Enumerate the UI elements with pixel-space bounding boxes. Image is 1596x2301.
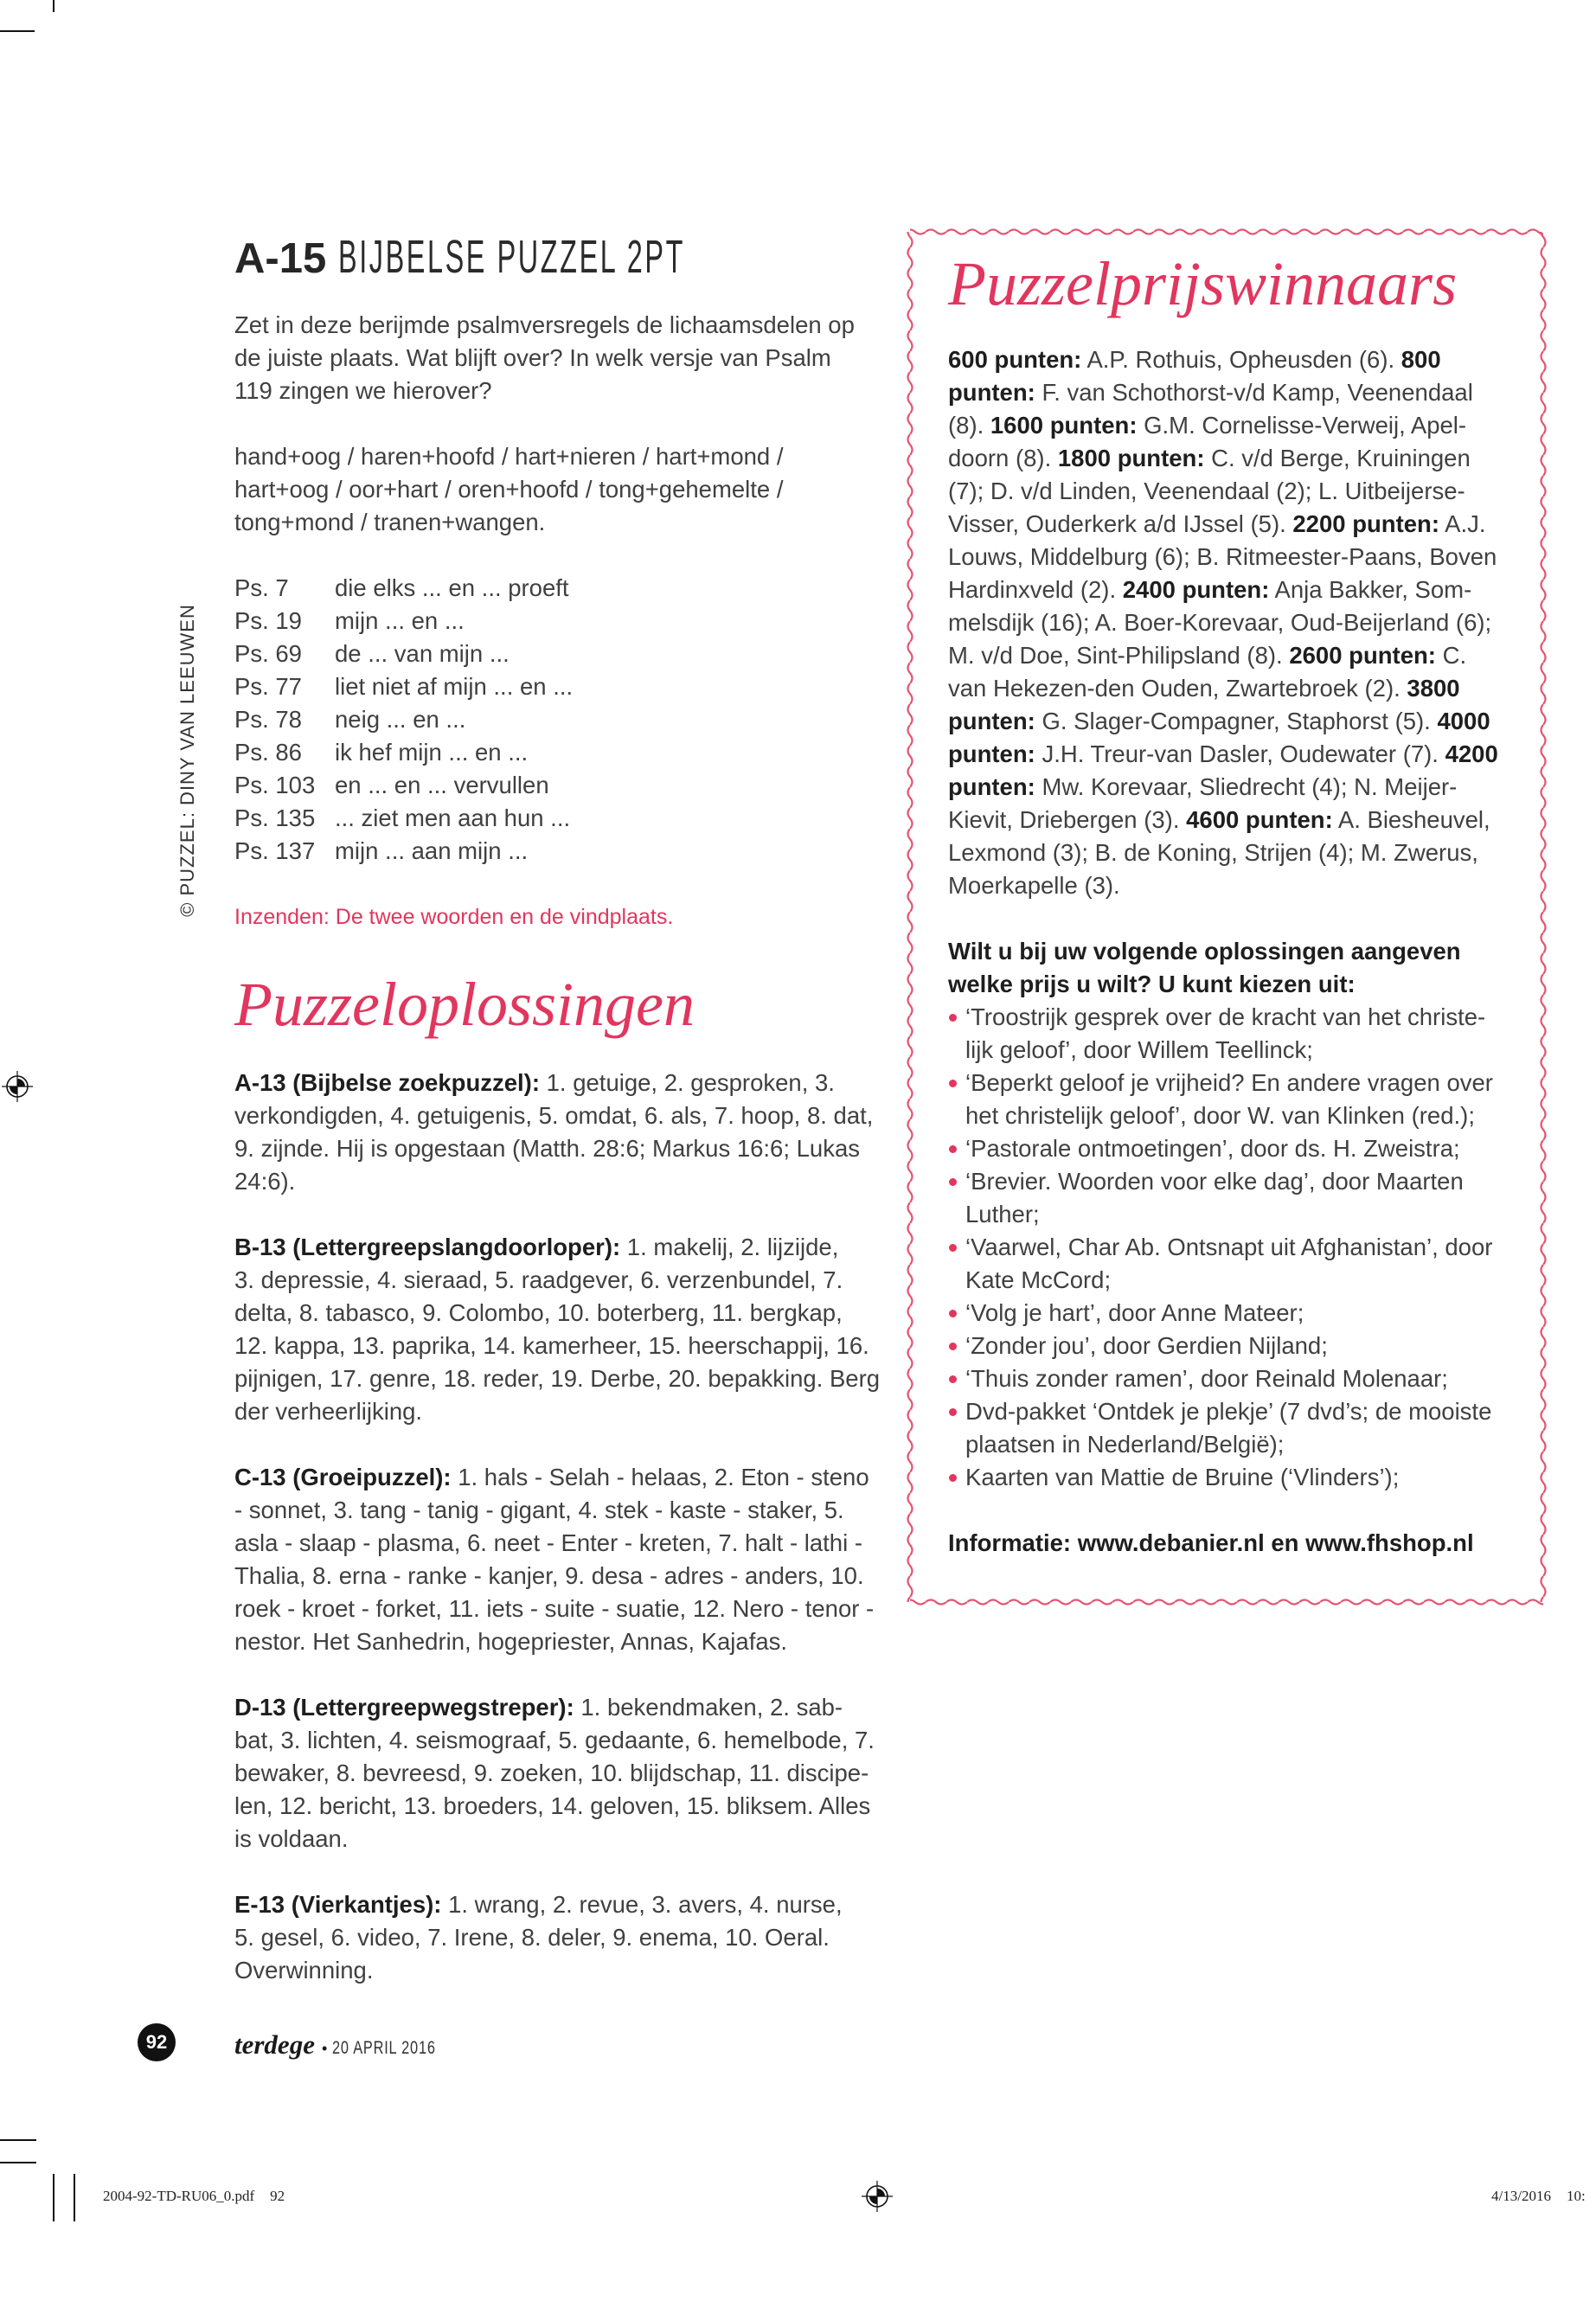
footer-separator: • — [321, 2040, 328, 2057]
psalm-verse-fragment: mijn ... en ... — [335, 607, 465, 634]
print-slug-file — [103, 2186, 285, 2207]
solution-line — [234, 1691, 892, 1724]
bold-segment: 2600 punten: — [1289, 642, 1436, 669]
psalm-verse-fragment: die elks ... en ... proeft — [335, 574, 569, 601]
psalm-row — [234, 638, 573, 670]
solution-line — [234, 1954, 892, 1987]
word-pairs-line: hart+oog / oor+hart / oren+hoofd / tong+gehemelte / — [234, 476, 784, 503]
solution-line — [234, 1724, 892, 1757]
slug-filename: 2004-92-TD-RU06_0.pdf — [103, 2188, 255, 2204]
crop-mark — [0, 2139, 36, 2141]
text-segment: Hardinxveld (2). — [948, 576, 1123, 603]
psalm-row — [234, 670, 573, 703]
bold-segment: punten: — [948, 708, 1035, 734]
prize-line — [965, 1231, 1528, 1264]
submit-instruction: Inzenden: De twee woorden en de vindplaats. — [234, 905, 674, 929]
text-segment: (7); D. v/d Linden, Veenendaal (2); L. Uitbeijerse- — [948, 478, 1465, 504]
psalm-row — [234, 835, 573, 868]
bold-segment: D-13 (Lettergreepwegstreper): — [234, 1694, 574, 1721]
prize-option — [948, 1231, 1528, 1297]
prize-option — [948, 1330, 1528, 1362]
text-segment: lijk geloof’, door Willem Teellinck; — [965, 1036, 1313, 1063]
solution-line — [234, 1297, 892, 1330]
psalm-verse-fragment: ... ziet men aan hun ... — [335, 804, 571, 831]
winners-line — [948, 508, 1528, 541]
psalm-verse-fragment: mijn ... aan mijn ... — [335, 837, 529, 864]
bold-segment: 3800 — [1407, 675, 1460, 702]
prize-line — [965, 1330, 1528, 1362]
text-segment: verkondigden, 4. getuigenis, 5. omdat, 6. als, 7. hoop, 8. dat, — [234, 1102, 874, 1129]
text-segment: 3. depressie, 4. sieraad, 5. raadgever, 6. verzenbundel, 7. — [234, 1266, 843, 1293]
solution-line — [234, 1330, 892, 1362]
solution-line — [234, 1757, 892, 1790]
text-segment: A.J. — [1439, 510, 1486, 537]
winners-content — [948, 343, 1528, 1560]
solution-line — [234, 1132, 892, 1165]
solution-paragraph — [234, 1067, 892, 1198]
psalm-reference: Ps. 103 — [234, 772, 316, 798]
text-segment: nestor. Het Sanhedrin, hogepriester, Annas, Kajafas. — [234, 1628, 788, 1655]
text-segment: bat, 3. lichten, 4. seismograaf, 5. gedaante, 6. hemelbode, 7. — [234, 1727, 875, 1753]
bold-segment: 600 punten: — [948, 346, 1082, 373]
bold-segment: 1800 punten: — [1057, 445, 1205, 471]
prize-line — [965, 1395, 1528, 1428]
solution-line — [234, 1461, 892, 1494]
prize-option — [948, 1362, 1528, 1395]
bold-segment: 800 — [1401, 346, 1441, 373]
text-segment: ‘Beperkt geloof je vrijheid? En andere vragen over — [965, 1069, 1493, 1096]
text-segment: ‘Thuis zonder ramen’, door Reinald Molenaar; — [965, 1365, 1448, 1392]
prize-line — [965, 1001, 1528, 1034]
prize-line — [965, 1362, 1528, 1395]
bullet-icon — [949, 1375, 957, 1383]
text-segment: ‘Zonder jou’, door Gerdien Nijland; — [965, 1332, 1328, 1359]
psalm-reference: Ps. 7 — [234, 574, 289, 601]
solution-line — [234, 1790, 892, 1823]
text-segment: der verheerlijking. — [234, 1398, 423, 1425]
puzzle-intro — [234, 309, 855, 407]
text-segment: is voldaan. — [234, 1825, 349, 1852]
footer-masthead — [234, 2026, 465, 2064]
winners-line — [948, 738, 1528, 771]
text-segment: F. van Schothorst-v/d Kamp, Veenendaal — [1035, 379, 1473, 406]
bullet-icon — [949, 1145, 957, 1153]
prize-line — [965, 1132, 1528, 1165]
solution-line — [234, 1395, 892, 1428]
psalm-row — [234, 605, 573, 638]
text-segment: len, 12. bericht, 13. broeders, 14. geloven, 15. bliksem. Alles — [234, 1792, 871, 1819]
bold-segment: punten: — [948, 379, 1035, 406]
word-pairs-line: tong+mond / tranen+wangen. — [234, 509, 546, 535]
text-segment: 1. getuige, 2. gesproken, 3. — [540, 1069, 835, 1096]
prize-line — [965, 1099, 1528, 1132]
winners-line — [948, 672, 1528, 705]
winners-line — [948, 541, 1528, 574]
psalm-verse-fragment: liet niet af mijn ... en ... — [335, 673, 574, 700]
text-segment: 24:6). — [234, 1168, 296, 1195]
psalm-reference: Ps. 86 — [234, 739, 302, 766]
text-segment: ‘Volg je hart’, door Anne Mateer; — [965, 1299, 1304, 1326]
prize-option — [948, 1001, 1528, 1067]
winners-line — [948, 475, 1528, 508]
psalm-row — [234, 572, 573, 605]
registration-mark-icon — [0, 1069, 35, 1104]
winners-line — [948, 639, 1528, 672]
text-segment: bewaker, 8. bevreesd, 9. zoeken, 10. blijdschap, 11. discipe- — [234, 1759, 869, 1786]
prize-list — [948, 1001, 1528, 1494]
text-segment: A. Biesheuvel, — [1332, 806, 1490, 833]
solution-line — [234, 1921, 892, 1954]
text-segment: 9. zijnde. Hij is opgestaan (Matth. 28:6; Markus 16:6; Lukas — [234, 1135, 861, 1162]
text-segment: G.M. Cornelisse-Verweij, Apel- — [1137, 412, 1467, 439]
winners-line — [948, 771, 1528, 804]
crop-mark — [0, 30, 35, 32]
text-segment: 5. gesel, 6. video, 7. Irene, 8. deler, 9. enema, 10. Oeral. — [234, 1924, 830, 1951]
crop-mark — [53, 2174, 54, 2221]
psalm-reference: Ps. 137 — [234, 837, 316, 864]
prize-option — [948, 1461, 1528, 1494]
text-segment: C. v/d Berge, Kruiningen — [1204, 445, 1471, 471]
text-segment: Anja Bakker, Som- — [1269, 576, 1472, 603]
solution-line — [234, 1560, 892, 1593]
puzzle-name: BIJBELSE PUZZEL 2PT — [338, 231, 686, 283]
psalm-reference: Ps. 135 — [234, 804, 316, 831]
winners-line — [948, 409, 1528, 442]
solution-line — [234, 1067, 892, 1099]
solution-paragraph — [234, 1691, 892, 1856]
psalm-verse-fragment: neig ... en ... — [335, 706, 466, 733]
prize-line — [965, 1165, 1528, 1198]
bullet-icon — [949, 1474, 957, 1482]
winners-line — [948, 343, 1528, 376]
text-segment: Overwinning. — [234, 1957, 374, 1984]
solution-line — [234, 1888, 892, 1921]
prize-line — [965, 1264, 1528, 1297]
question-line — [948, 968, 1528, 1001]
magazine-logo: terdege — [234, 2029, 315, 2060]
bold-segment: B-13 (Lettergreepslangdoorloper): — [234, 1234, 621, 1260]
bold-segment: 1600 punten: — [990, 412, 1138, 439]
bullet-icon — [949, 1244, 957, 1252]
text-segment: 12. kappa, 13. paprika, 14. kamerheer, 15. heerschappij, 16. — [234, 1332, 869, 1359]
info-line: Informatie: www.debanier.nl en www.fhshop.nl — [948, 1529, 1474, 1556]
crop-mark — [0, 2162, 36, 2163]
text-segment: Thalia, 8. erna - ranke - kanjer, 9. desa - adres - anders, 10. — [234, 1562, 864, 1589]
solutions-heading: Puzzeloplossingen — [234, 970, 695, 1039]
slug-time: 10: — [1566, 2188, 1586, 2204]
text-segment: Louws, Middelburg (6); B. Ritmeester-Paans, Boven — [948, 543, 1497, 570]
bullet-icon — [949, 1343, 957, 1350]
text-segment: asla - slaap - plasma, 6. neet - Enter - kreten, 7. halt - lathi - — [234, 1529, 863, 1556]
intro-line: de juiste plaats. Wat blijft over? In welk versje van Psalm — [234, 344, 831, 371]
psalm-reference: Ps. 19 — [234, 607, 302, 634]
bold-segment: 2200 punten: — [1292, 510, 1440, 537]
text-segment: Luther; — [965, 1201, 1040, 1227]
winners-line — [948, 442, 1528, 475]
text-segment: Moerkapelle (3). — [948, 872, 1120, 899]
solution-line — [234, 1264, 892, 1297]
bold-segment: C-13 (Groeipuzzel): — [234, 1464, 452, 1490]
bold-segment: 4200 — [1445, 740, 1498, 767]
registration-mark-icon — [860, 2179, 894, 2214]
crop-mark — [74, 2174, 75, 2221]
text-segment: - sonnet, 3. tang - tanig - gigant, 4. stek - kaste - staker, 5. — [234, 1497, 844, 1523]
winners-line — [948, 574, 1528, 606]
text-segment: ‘Vaarwel, Char Ab. Ontsnapt uit Afghanistan’, door — [965, 1234, 1493, 1260]
psalm-row — [234, 736, 573, 769]
winners-line — [948, 869, 1528, 902]
text-segment: ‘Troostrijk gesprek over de kracht van het christe- — [965, 1003, 1486, 1030]
solution-line — [234, 1527, 892, 1560]
text-segment: Dvd-pakket ‘Ontdek je plekje’ (7 dvd’s; de mooiste — [965, 1398, 1492, 1425]
intro-line: Zet in deze berijmde psalmversregels de lichaamsdelen op — [234, 311, 855, 338]
text-segment: Kate McCord; — [965, 1266, 1112, 1293]
winners-line — [948, 376, 1528, 409]
bold-segment: punten: — [948, 773, 1035, 800]
winners-line — [948, 705, 1528, 738]
winners-line — [948, 804, 1528, 836]
slug-date: 4/13/2016 — [1491, 2188, 1551, 2204]
text-segment: delta, 8. tabasco, 9. Colombo, 10. boterberg, 11. bergkap, — [234, 1299, 843, 1326]
psalm-row — [234, 802, 573, 835]
prize-line — [965, 1034, 1528, 1067]
bold-segment: 4000 — [1437, 708, 1490, 734]
bold-segment: punten: — [948, 740, 1035, 767]
text-segment: A.P. Rothuis, Opheusden (6). — [1081, 346, 1401, 373]
issue-date: 20 APRIL 2016 — [332, 2038, 437, 2058]
bold-segment: E-13 (Vierkantjes): — [234, 1891, 442, 1918]
solution-line — [234, 1823, 892, 1856]
psalm-verse-fragment: en ... en ... vervullen — [335, 772, 549, 798]
winners-line — [948, 836, 1528, 869]
text-segment: ‘Brevier. Woorden voor elke dag’, door Maarten — [965, 1168, 1464, 1195]
text-segment: roek - kroet - forket, 11. iets - suite - suatie, 12. Nero - tenor - — [234, 1595, 875, 1622]
prize-option — [948, 1297, 1528, 1330]
text-segment: plaatsen in Nederland/België); — [965, 1431, 1285, 1458]
solution-line — [234, 1593, 892, 1625]
text-segment: het christelijk geloof’, door W. van Klinken (red.); — [965, 1102, 1475, 1129]
solution-line — [234, 1362, 892, 1395]
bullet-icon — [949, 1080, 957, 1087]
solution-line — [234, 1231, 892, 1264]
winners-heading: Puzzelprijswinnaars — [948, 249, 1458, 318]
prize-option — [948, 1067, 1528, 1132]
text-segment: Kaarten van Mattie de Bruine (‘Vlinders’); — [965, 1464, 1400, 1490]
prize-question — [948, 935, 1528, 1001]
prize-line — [965, 1297, 1528, 1330]
solution-line — [234, 1494, 892, 1527]
text-segment: doorn (8). — [948, 445, 1058, 471]
prize-line — [965, 1428, 1528, 1461]
prize-line — [965, 1067, 1528, 1099]
text-segment: 1. wrang, 2. revue, 3. avers, 4. nurse, — [441, 1891, 843, 1918]
puzzle-title — [234, 231, 917, 283]
text-segment: Lexmond (3); B. de Koning, Strijen (4); M. Zwerus, — [948, 839, 1478, 866]
winners-line — [948, 606, 1528, 639]
psalm-verse-fragment: ik hef mijn ... en ... — [335, 739, 529, 766]
prize-line — [965, 1461, 1528, 1494]
word-pairs-line: hand+oog / haren+hoofd / hart+nieren / hart+mond / — [234, 443, 784, 470]
text-segment: melsdijk (16); A. Boer-Korevaar, Oud-Beijerland (6); — [948, 609, 1492, 636]
psalm-row — [234, 769, 573, 802]
solution-paragraph — [234, 1461, 892, 1658]
crop-mark — [53, 0, 54, 12]
text-segment: ‘Pastorale ontmoetingen’, door ds. H. Zweistra; — [965, 1135, 1460, 1162]
solution-paragraph — [234, 1231, 892, 1428]
puzzle-word-pairs — [234, 440, 784, 539]
bold-segment: 4600 punten: — [1186, 806, 1333, 833]
text-segment: Mw. Korevaar, Sliedrecht (4); N. Meijer- — [1035, 773, 1458, 800]
text-segment: M. v/d Doe, Sint-Philipsland (8). — [948, 642, 1290, 669]
solution-line — [234, 1625, 892, 1658]
text-segment: welke prijs u wilt? U kunt kiezen uit: — [948, 971, 1356, 997]
text-segment: Wilt u bij uw volgende oplossingen aangeven — [948, 938, 1461, 965]
solution-paragraph — [234, 1888, 892, 1987]
prize-line — [965, 1198, 1528, 1231]
solutions-list — [234, 1067, 892, 2020]
page-number: 92 — [138, 2023, 176, 2061]
prize-option — [948, 1395, 1528, 1461]
text-segment: C. — [1435, 642, 1467, 669]
text-segment: G. Slager-Compagner, Staphorst (5). — [1035, 708, 1438, 734]
prize-option — [948, 1165, 1528, 1231]
psalm-list — [234, 572, 573, 868]
bullet-icon — [949, 1178, 957, 1186]
puzzle-credit: © PUZZEL: DINY VAN LEEUWEN — [176, 604, 198, 917]
bullet-icon — [949, 1310, 957, 1317]
puzzle-code: A-15 — [234, 235, 327, 282]
psalm-row — [234, 703, 573, 736]
bold-segment: 2400 punten: — [1122, 576, 1270, 603]
text-segment: pijnigen, 17. genre, 18. reder, 19. Derbe, 20. bepakking. Berg — [234, 1365, 881, 1392]
text-segment: Visser, Ouderkerk a/d IJssel (5). — [948, 510, 1293, 537]
text-segment: Kievit, Driebergen (3). — [948, 806, 1187, 833]
solution-line — [234, 1099, 892, 1132]
solution-line — [234, 1165, 892, 1198]
winners-list — [948, 343, 1528, 902]
bullet-icon — [949, 1408, 957, 1416]
slug-page: 92 — [270, 2188, 285, 2204]
question-line — [948, 935, 1528, 968]
text-segment: J.H. Treur-van Dasler, Oudewater (7). — [1035, 740, 1445, 767]
print-slug-date — [1491, 2186, 1586, 2207]
text-segment: van Hekezen-den Ouden, Zwartebroek (2). — [948, 675, 1407, 702]
bold-segment: A-13 (Bijbelse zoekpuzzel): — [234, 1069, 540, 1096]
psalm-reference: Ps. 69 — [234, 640, 302, 667]
intro-line: 119 zingen we hierover? — [234, 377, 492, 404]
text-segment: 1. bekendmaken, 2. sab- — [574, 1694, 843, 1721]
text-segment: (8). — [948, 412, 990, 439]
text-segment: 1. hals - Selah - helaas, 2. Eton - steno — [451, 1464, 869, 1490]
prize-option — [948, 1132, 1528, 1165]
bullet-icon — [949, 1014, 957, 1022]
psalm-reference: Ps. 78 — [234, 706, 302, 733]
text-segment: 1. makelij, 2. lijzijde, — [620, 1234, 839, 1260]
psalm-verse-fragment: de ... van mijn ... — [335, 640, 510, 667]
psalm-reference: Ps. 77 — [234, 673, 302, 700]
